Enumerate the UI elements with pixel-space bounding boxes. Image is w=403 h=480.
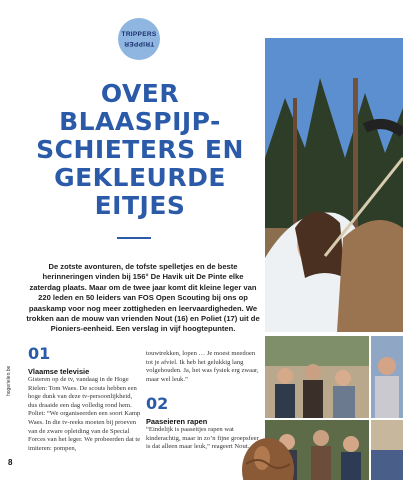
section-heading-01: Vlaamse televisie — [28, 367, 90, 376]
section-heading-02: Paaseieren rapen — [146, 417, 208, 426]
badge-text-flipped: TRIPPER — [123, 40, 155, 47]
main-photo — [265, 38, 403, 332]
section-number-01: 01 — [28, 344, 51, 363]
section-text-01-continued: touwtrekken, lopen … Je moest meedoen tot je afviel. Ik heb het gelukkig lang volgehouden. Ja, het was fysiek erg zwaar, maar wel leuk.” — [146, 350, 259, 383]
chocolate-egg-image — [238, 430, 298, 480]
corner-photo — [371, 420, 403, 480]
side-photo — [371, 336, 403, 418]
article-title: OVER BLAASPIJP-SCHIETERS EN GEKLEURDE EITJES — [36, 79, 244, 220]
page-number: 8 — [8, 458, 13, 467]
trippers-badge — [118, 18, 160, 60]
article-intro: De zotste avonturen, de tofste spelletjes en de beste herinneringen vinden bij 156° De Havik uit De Pinte elke zaterdag plaats. Maar om de twee jaar komt dit kleine leger van 220 leden en 50 leiders van FOS Open Scouting bij ons op paaskamp voor nog meer zottigheden en leervaardigheden. We trokken aan de mouw van vrienden Nout (16) en Poliet (17) uit de Pioniers-eenheid. Een verslag in vijf hoogtepunten. — [26, 262, 260, 334]
section-text-01: Gisteren op de tv, vandaag in de Hoge Rielen: Tom Waes. De scouts hebben een hoge dunk van deze tv-persoonlijkheid, dus draaide een dag volledig rond hem. Poliet: “We organiseerden een soort Kamp Waes. In die tv-reeks moeten bij proeven van de zware opleiding van de Special Forces van het leger. We probeerden dat te imiteren: pompen, — [28, 376, 141, 452]
title-divider — [117, 237, 151, 239]
badge-text: TRIPPERS — [121, 31, 157, 38]
side-label: hogerielen.be — [6, 365, 12, 396]
section-number-02: 02 — [146, 394, 169, 413]
section-text-02: “Eindelijk is paaseitjes rapen wat kinderachtig, maar in zo’n fijne groepsfeer is dat alleen maar leuk,” reageert Nout. — [146, 426, 259, 451]
group-photo — [265, 336, 369, 418]
